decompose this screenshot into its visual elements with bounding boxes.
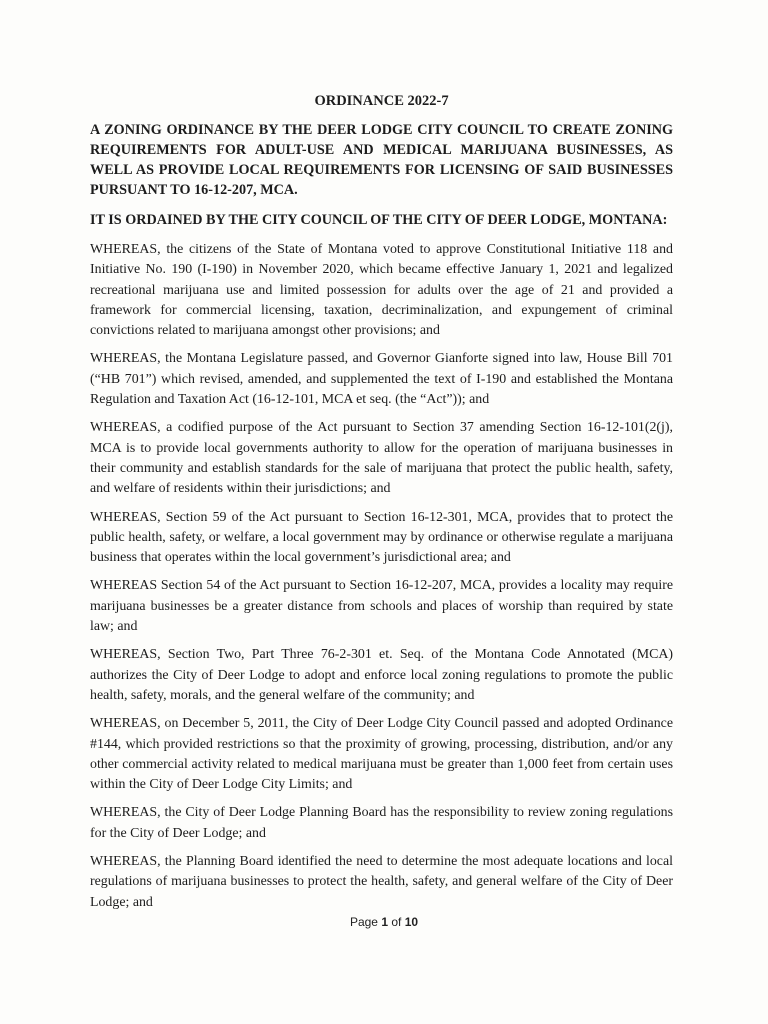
page-total: 10	[404, 915, 419, 929]
whereas-paragraph-8: WHEREAS, the City of Deer Lodge Planning Board has the responsibility to review zoning regulations for the City of Deer Lodge; and	[90, 805, 673, 841]
ordinance-subtitle: A ZONING ORDINANCE BY THE DEER LODGE CITY COUNCIL TO CREATE ZONING REQUIREMENTS FOR ADULT-USE AND MEDICAL MARIJUANA BUSINESSES, AS WELL AS PROVIDE LOCAL REQUIREMENTS FOR LICENSING OF SAID BUSINESSES PURSUANT TO 16-12-207, MCA.	[90, 122, 673, 198]
ordained-statement: IT IS ORDAINED BY THE CITY COUNCIL OF THE CITY OF DEER LODGE, MONTANA:	[90, 212, 668, 228]
whereas-paragraph-7: WHEREAS, on December 5, 2011, the City of Deer Lodge City Council passed and adopted Ordinance #144, which provided restrictions so that the proximity of growing, processing, distribution, and/or any other commercial activity related to medical marijuana must be greater than 1,000 feet from certain uses within the City of Deer Lodge City Limits; and	[90, 716, 673, 793]
whereas-paragraph-4: WHEREAS, Section 59 of the Act pursuant to Section 16-12-301, MCA, provides that to protect the public health, safety, or welfare, a local government may by ordinance or otherwise regulate a marijuana business that operates within the local government’s jurisdictional area; and	[90, 509, 673, 566]
whereas-paragraph-9: WHEREAS, the Planning Board identified the need to determine the most adequate locations and local regulations of marijuana businesses to protect the health, safety, and general welfare of the City of Deer Lodge; and	[90, 854, 673, 910]
page-middle: of	[388, 915, 405, 929]
page-current: 1	[381, 915, 388, 929]
whereas-paragraph-6: WHEREAS, Section Two, Part Three 76-2-301 et. Seq. of the Montana Code Annotated (MCA) authorizes the City of Deer Lodge to adopt and enforce local zoning regulations to promote the public health, safety, morals, and the general welfare of the community; and	[90, 647, 673, 703]
page-prefix: Page	[349, 915, 382, 929]
whereas-paragraph-2: WHEREAS, the Montana Legislature passed, and Governor Gianforte signed into law, House Bill 701 (“HB 701”) which revised, amended, and supplemented the text of I-190 and established the Montana Regulation and Taxation Act (16-12-101, MCA et seq. (the “Act”)); and	[90, 351, 673, 408]
whereas-paragraph-3: WHEREAS, a codified purpose of the Act pursuant to Section 37 amending Section 16-12-101(2(j), MCA is to provide local governments authority to allow for the operation of marijuana businesses in their community and establish standards for the sale of marijuana that protect the public health, safety, and welfare of residents within their jurisdictions; and	[90, 420, 673, 497]
whereas-paragraph-1: WHEREAS, the citizens of the State of Montana voted to approve Constitutional Initiative 118 and Initiative No. 190 (I-190) in November 2020, which became effective January 1, 2021 and legalized recreational marijuana use and limited possession for adults over the age of 21 and provided a framework for commercial licensing, taxation, decriminalization, and expungement of criminal convictions related to marijuana amongst other provisions; and	[90, 242, 673, 339]
whereas-paragraph-5: WHEREAS Section 54 of the Act pursuant to Section 16-12-207, MCA, provides a locality may require marijuana businesses be a greater distance from schools and places of worship than required by state law; and	[90, 578, 673, 635]
page-number-footer	[0, 914, 768, 930]
ordinance-title: ORDINANCE 2022-7	[314, 93, 449, 109]
document-body	[90, 91, 673, 921]
